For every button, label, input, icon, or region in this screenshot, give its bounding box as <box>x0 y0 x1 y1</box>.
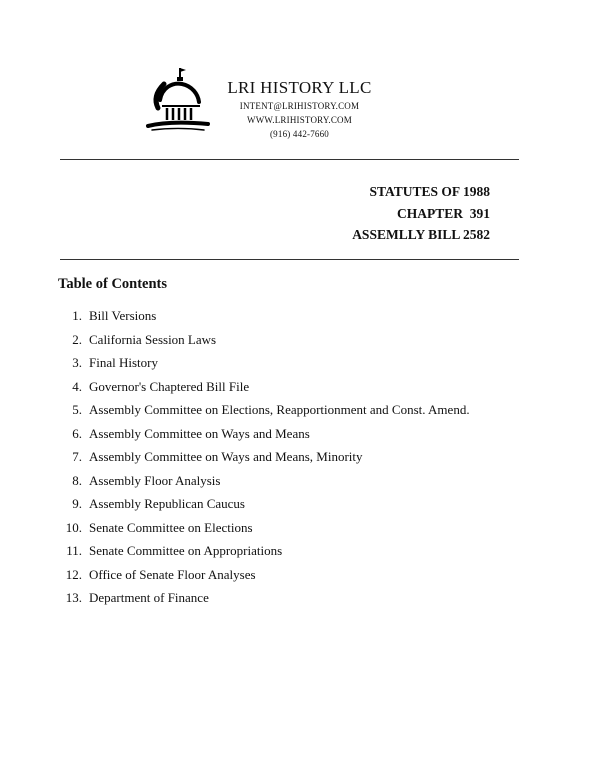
company-block <box>222 78 377 141</box>
toc-title: Table of Contents <box>58 276 168 292</box>
toc-item-label: Assembly Committee on Ways and Means <box>89 425 310 441</box>
statute-divider <box>60 259 519 260</box>
capitol-dome-icon <box>142 64 212 138</box>
toc-item-label: Senate Committee on Appropriations <box>89 543 283 558</box>
toc-item-number: 12. <box>65 566 82 582</box>
statute-bill: ASSEMLLY BILL 2582 <box>352 227 490 242</box>
toc-item-number: 4. <box>72 378 82 394</box>
toc-item-label: California Session Laws <box>89 331 217 347</box>
header-divider <box>60 159 519 160</box>
toc-item-number: 8. <box>72 472 82 488</box>
company-website: WWW.LRIHISTORY.COM <box>247 115 352 125</box>
toc-item-label: Office of Senate Floor Analyses <box>89 566 256 582</box>
toc-item-label: Governor's Chaptered Bill File <box>89 378 250 394</box>
toc-item-number: 3. <box>72 355 82 370</box>
toc-item-label: Assembly Committee on Ways and Means, Minority <box>89 449 363 464</box>
statute-chapter: CHAPTER 391 <box>396 205 490 221</box>
company-name: LRI HISTORY LLC <box>227 78 372 97</box>
toc-item-number: 2. <box>72 331 82 347</box>
toc-item-number: 1. <box>72 308 82 323</box>
toc-item-number: 6. <box>72 425 82 441</box>
toc-item-label: Senate Committee on Elections <box>89 519 253 535</box>
toc-item-number: 13. <box>65 590 82 605</box>
toc-item-label: Assembly Committee on Elections, Reapportionment and Const. Amend. <box>89 402 470 417</box>
toc-item-label: Assembly Floor Analysis <box>89 472 221 488</box>
toc-item-number: 11. <box>66 543 82 558</box>
toc-item-number: 9. <box>72 496 82 511</box>
statute-year: STATUTES OF 1988 <box>369 184 490 199</box>
company-phone: (916) 442-7660 <box>269 129 330 139</box>
statute-block <box>352 181 490 246</box>
toc-item-label: Department of Finance <box>89 590 209 605</box>
toc-item-label: Final History <box>89 355 158 370</box>
toc-item-label: Bill Versions <box>89 308 157 323</box>
toc-item-number: 10. <box>65 519 82 535</box>
toc-item-number: 5. <box>72 402 82 417</box>
company-email: INTENT@LRIHISTORY.COM <box>239 101 360 111</box>
toc-item-number: 7. <box>72 449 82 464</box>
toc-item-label: Assembly Republican Caucus <box>89 496 245 511</box>
